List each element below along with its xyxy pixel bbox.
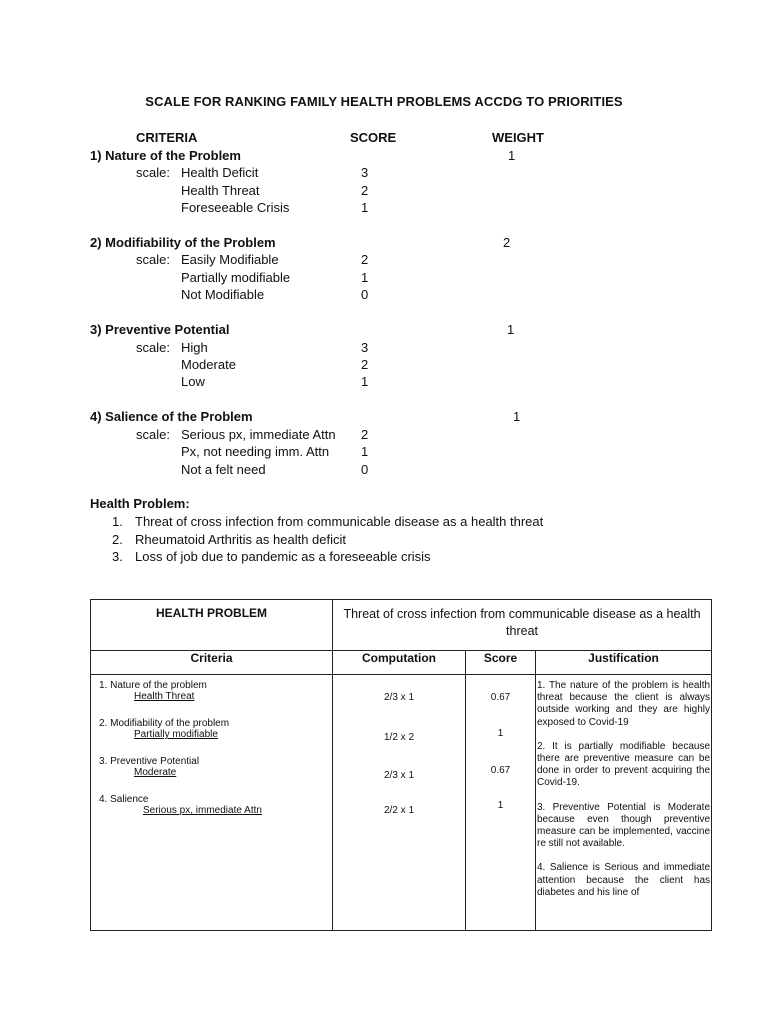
justification-text: 4. Salience is Serious and immediate attention because the client has diabetes and his line of xyxy=(537,862,711,898)
computation-value: 2/2 x 1 xyxy=(383,805,415,816)
criterion-4-scale-label: Serious px, immediate Attn xyxy=(181,427,336,442)
list-item-text: Threat of cross infection from communicable disease as a health threat xyxy=(135,514,544,529)
criterion-item xyxy=(99,718,332,756)
table-header-row xyxy=(91,651,712,675)
document-title: SCALE FOR RANKING FAMILY HEALTH PROBLEMS ACCDG TO PRIORITIES xyxy=(145,94,623,109)
justification-text: 2. It is partially modifiable because there are preventive measure can be done in order to prevent acquiring the Covid-19. xyxy=(537,740,711,789)
justification-cell xyxy=(536,675,712,931)
criterion-1-scale-score: 1 xyxy=(361,200,369,215)
health-problem-list xyxy=(112,513,543,566)
score-cell xyxy=(466,675,536,931)
header-weight: WEIGHT xyxy=(492,130,544,145)
column-header-criteria: Criteria xyxy=(91,651,333,675)
justification-text: 3. Preventive Potential is Moderate because even though preventive measure can be implemented, vaccine re still not available. xyxy=(537,801,711,850)
score-value: 0.67 xyxy=(490,765,511,776)
criterion-1-scale-label: Health Deficit xyxy=(181,165,259,180)
criterion-2-title: 2) Modifiability of the Problem xyxy=(90,235,276,250)
list-item xyxy=(112,548,543,566)
criterion-4-scale-label: Px, not needing imm. Attn xyxy=(181,444,330,459)
computation-cell xyxy=(333,675,466,931)
computation-value: 2/3 x 1 xyxy=(383,692,415,703)
criterion-3-weight: 1 xyxy=(507,322,515,337)
criterion-4-scale-label: Not a felt need xyxy=(181,462,266,477)
criterion-3-scale-score: 1 xyxy=(361,374,369,389)
table-row xyxy=(91,675,712,931)
column-header-justification: Justification xyxy=(536,651,712,675)
header-score: SCORE xyxy=(350,130,397,145)
criterion-scale: Partially modifiable xyxy=(134,729,218,740)
criterion-3-scale-score: 2 xyxy=(361,357,369,372)
column-header-score: Score xyxy=(466,651,536,675)
criterion-name: 4. Salience xyxy=(99,794,149,805)
list-item-number: 1. xyxy=(112,514,123,529)
criterion-2-scale-score: 1 xyxy=(361,270,369,285)
criterion-item xyxy=(99,794,332,832)
criteria-cell xyxy=(91,675,333,931)
computation-value: 2/3 x 1 xyxy=(383,770,415,781)
criterion-name: 1. Nature of the problem xyxy=(99,680,207,691)
column-header-computation: Computation xyxy=(333,651,466,675)
list-item xyxy=(112,531,543,549)
criterion-2-scale-label: Easily Modifiable xyxy=(181,252,279,267)
list-item-number: 3. xyxy=(112,549,123,564)
health-problem-label: HEALTH PROBLEM xyxy=(91,600,333,651)
criterion-3-scale-word: scale: xyxy=(136,340,170,355)
criterion-4-title: 4) Salience of the Problem xyxy=(90,409,253,424)
computation-value: 1/2 x 2 xyxy=(383,732,415,743)
criterion-1-scale-label: Foreseeable Crisis xyxy=(181,200,290,215)
criterion-2-scale-label: Not Modifiable xyxy=(181,287,265,302)
criterion-3-scale-label: Low xyxy=(181,374,205,389)
criterion-scale: Moderate xyxy=(134,767,177,778)
criterion-name: 2. Modifiability of the problem xyxy=(99,718,230,729)
justification-text: 1. The nature of the problem is health threat because the client is always outside working and they are highly exposed to Covid-19 xyxy=(537,680,711,728)
health-problem-heading: Health Problem: xyxy=(90,496,190,511)
criterion-1-scale-score: 2 xyxy=(361,183,369,198)
criterion-2-scale-score: 0 xyxy=(361,287,369,302)
criterion-4-scale-score: 2 xyxy=(361,427,369,442)
criterion-name: 3. Preventive Potential xyxy=(99,756,200,767)
score-value: 0.67 xyxy=(490,692,511,703)
criterion-2-scale-label: Partially modifiable xyxy=(181,270,291,285)
score-value: 1 xyxy=(497,800,504,811)
criterion-scale: Health Threat xyxy=(134,691,195,702)
criterion-item xyxy=(99,680,332,718)
criterion-2-scale-word: scale: xyxy=(136,252,170,267)
criterion-item xyxy=(99,756,332,794)
header-criteria: CRITERIA xyxy=(136,130,198,145)
criterion-4-scale-word: scale: xyxy=(136,427,170,442)
list-item-text: Rheumatoid Arthritis as health deficit xyxy=(135,531,346,547)
criterion-4-scale-score: 0 xyxy=(361,462,369,477)
criterion-2-scale-score: 2 xyxy=(361,252,369,267)
criterion-1-weight: 1 xyxy=(508,148,516,163)
list-item xyxy=(112,513,543,531)
criterion-4-weight: 1 xyxy=(513,409,521,424)
criterion-1-title: 1) Nature of the Problem xyxy=(90,148,241,163)
criterion-3-scale-label: High xyxy=(181,340,208,355)
criterion-1-scale-label: Health Threat xyxy=(181,183,260,198)
list-item-text: Loss of job due to pandemic as a foreseeable crisis xyxy=(135,549,431,564)
criterion-1-scale-score: 3 xyxy=(361,165,369,180)
health-problem-value: Threat of cross infection from communicable disease as a health threat xyxy=(333,600,712,651)
criterion-2-weight: 2 xyxy=(503,235,511,250)
criterion-1-scale-word: scale: xyxy=(136,165,170,180)
ranking-table xyxy=(90,599,712,931)
criterion-3-scale-label: Moderate xyxy=(181,357,236,372)
criterion-4-scale-score: 1 xyxy=(361,444,369,459)
score-value: 1 xyxy=(497,728,504,739)
criterion-3-scale-score: 3 xyxy=(361,340,369,355)
criterion-scale: Serious px, immediate Attn xyxy=(143,805,262,816)
list-item-number: 2. xyxy=(112,531,123,547)
table-row xyxy=(91,600,712,651)
criterion-3-title: 3) Preventive Potential xyxy=(90,322,230,337)
